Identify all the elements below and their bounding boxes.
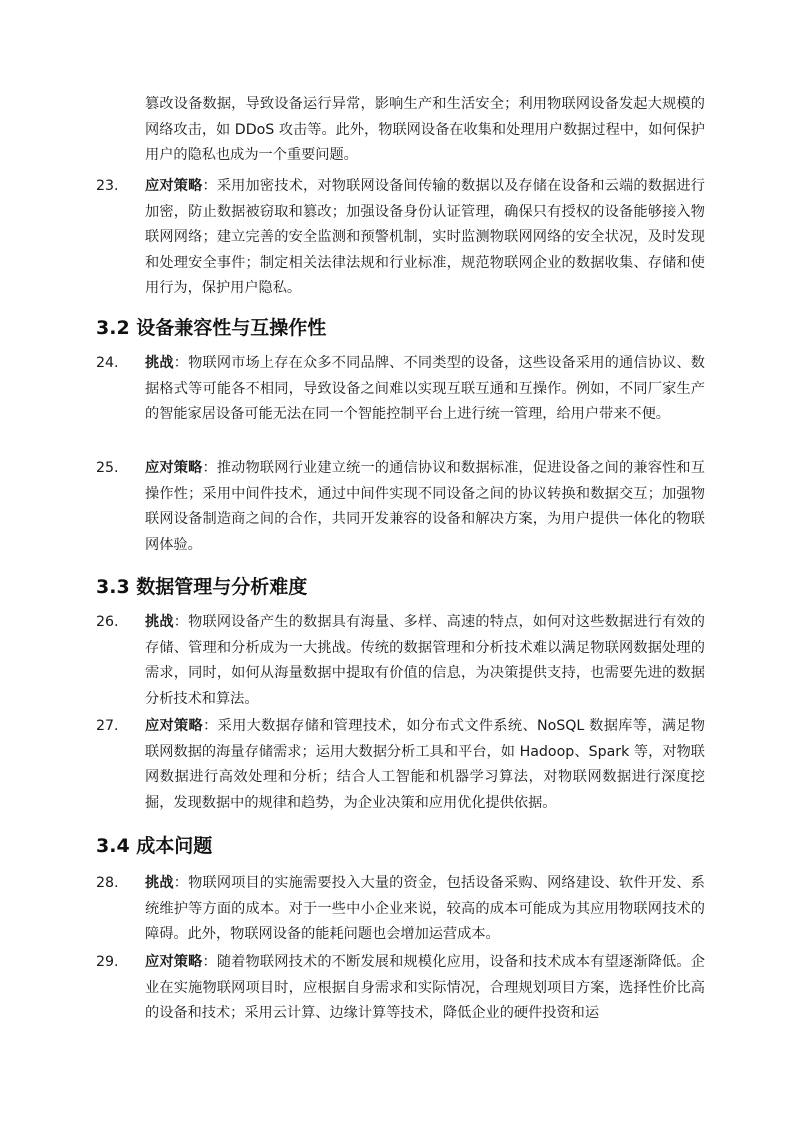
item-text [145, 714, 705, 816]
item-body: ：物联网市场上存在众多不同品牌、不同类型的设备，这些设备采用的通信协议、数据格式等可能各不相同，导致设备之间难以实现互联互通和互操作。例如，不同厂家生产的智能家居设备可能无法在同一个智能控制平台上进行统一管理，给用户带来不便。 [145, 355, 705, 422]
item-number: 27. [96, 718, 119, 734]
section-title-3-2: 3.2 设备兼容性与互操作性 [96, 317, 327, 339]
section-title-3-3: 3.3 数据管理与分析难度 [96, 576, 308, 598]
item-label: 应对策略 [145, 178, 203, 194]
item-text [145, 610, 705, 712]
item-text [145, 950, 705, 1027]
item-text [145, 174, 705, 302]
item-label: 应对策略 [145, 460, 203, 476]
section-title-3-4: 3.4 成本问题 [96, 835, 213, 857]
item-number: 23. [96, 178, 119, 194]
item-number: 24. [96, 355, 119, 371]
intro-paragraph: 篡改设备数据，导致设备运行异常，影响生产和生活安全；利用物联网设备发起大规模的网络攻击，如 DDoS 攻击等。此外，物联网设备在收集和处理用户数据过程中，如何保护用户的隐私也成为一个重要问题。 [145, 96, 705, 163]
item-body: ：推动物联网行业建立统一的通信协议和数据标准，促进设备之间的兼容性和互操作性；采用中间件技术，通过中间件实现不同设备之间的协议转换和数据交互；加强物联网设备制造商之间的合作，共同开发兼容的设备和解决方案，为用户提供一体化的物联网体验。 [145, 460, 705, 553]
item-number: 26. [96, 614, 119, 630]
item-body: ：采用加密技术，对物联网设备间传输的数据以及存储在设备和云端的数据进行加密，防止数据被窃取和篡改；加强设备身份认证管理，确保只有授权的设备能够接入物联网网络；建立完善的安全监测和预警机制，实时监测物联网网络的安全状况，及时发现和处理安全事件；制定相关法律法规和行业标准，规范物联网企业的数据收集、存储和使用行为，保护用户隐私。 [145, 178, 705, 296]
item-label: 挑战 [145, 355, 174, 371]
item-text [145, 871, 705, 948]
item-number: 25. [96, 460, 119, 476]
item-number: 29. [96, 954, 119, 970]
item-label: 挑战 [145, 875, 174, 891]
item-label: 应对策略 [145, 718, 204, 734]
item-text [145, 351, 705, 428]
item-number: 28. [96, 875, 119, 891]
item-body: ：采用大数据存储和管理技术，如分布式文件系统、NoSQL 数据库等，满足物联网数据的海量存储需求；运用大数据分析工具和平台，如 Hadoop、Spark 等，对物联网数据进行高效处理和分析；结合人工智能和机器学习算法，对物联网数据进行深度挖掘，发现数据中的规律和趋势，为企业决策和应用优化提供依据。 [145, 718, 705, 811]
item-text [145, 456, 705, 558]
item-label: 挑战 [145, 614, 174, 630]
item-body: ：物联网设备产生的数据具有海量、多样、高速的特点，如何对这些数据进行有效的存储、管理和分析成为一大挑战。传统的数据管理和分析技术难以满足物联网数据处理的需求，同时，如何从海量数据中提取有价值的信息，为决策提供支持，也需要先进的数据分析技术和算法。 [145, 614, 705, 707]
item-label: 应对策略 [145, 954, 203, 970]
item-body: ：物联网项目的实施需要投入大量的资金，包括设备采购、网络建设、软件开发、系统维护等方面的成本。对于一些中小企业来说，较高的成本可能成为其应用物联网技术的障碍。此外，物联网设备的能耗问题也会增加运营成本。 [145, 875, 705, 942]
item-body: ：随着物联网技术的不断发展和规模化应用，设备和技术成本有望逐渐降低。企业在实施物联网项目时，应根据自身需求和实际情况，合理规划项目方案，选择性价比高的设备和技术；采用云计算、边缘计算等技术，降低企业的硬件投资和运 [145, 954, 705, 1021]
